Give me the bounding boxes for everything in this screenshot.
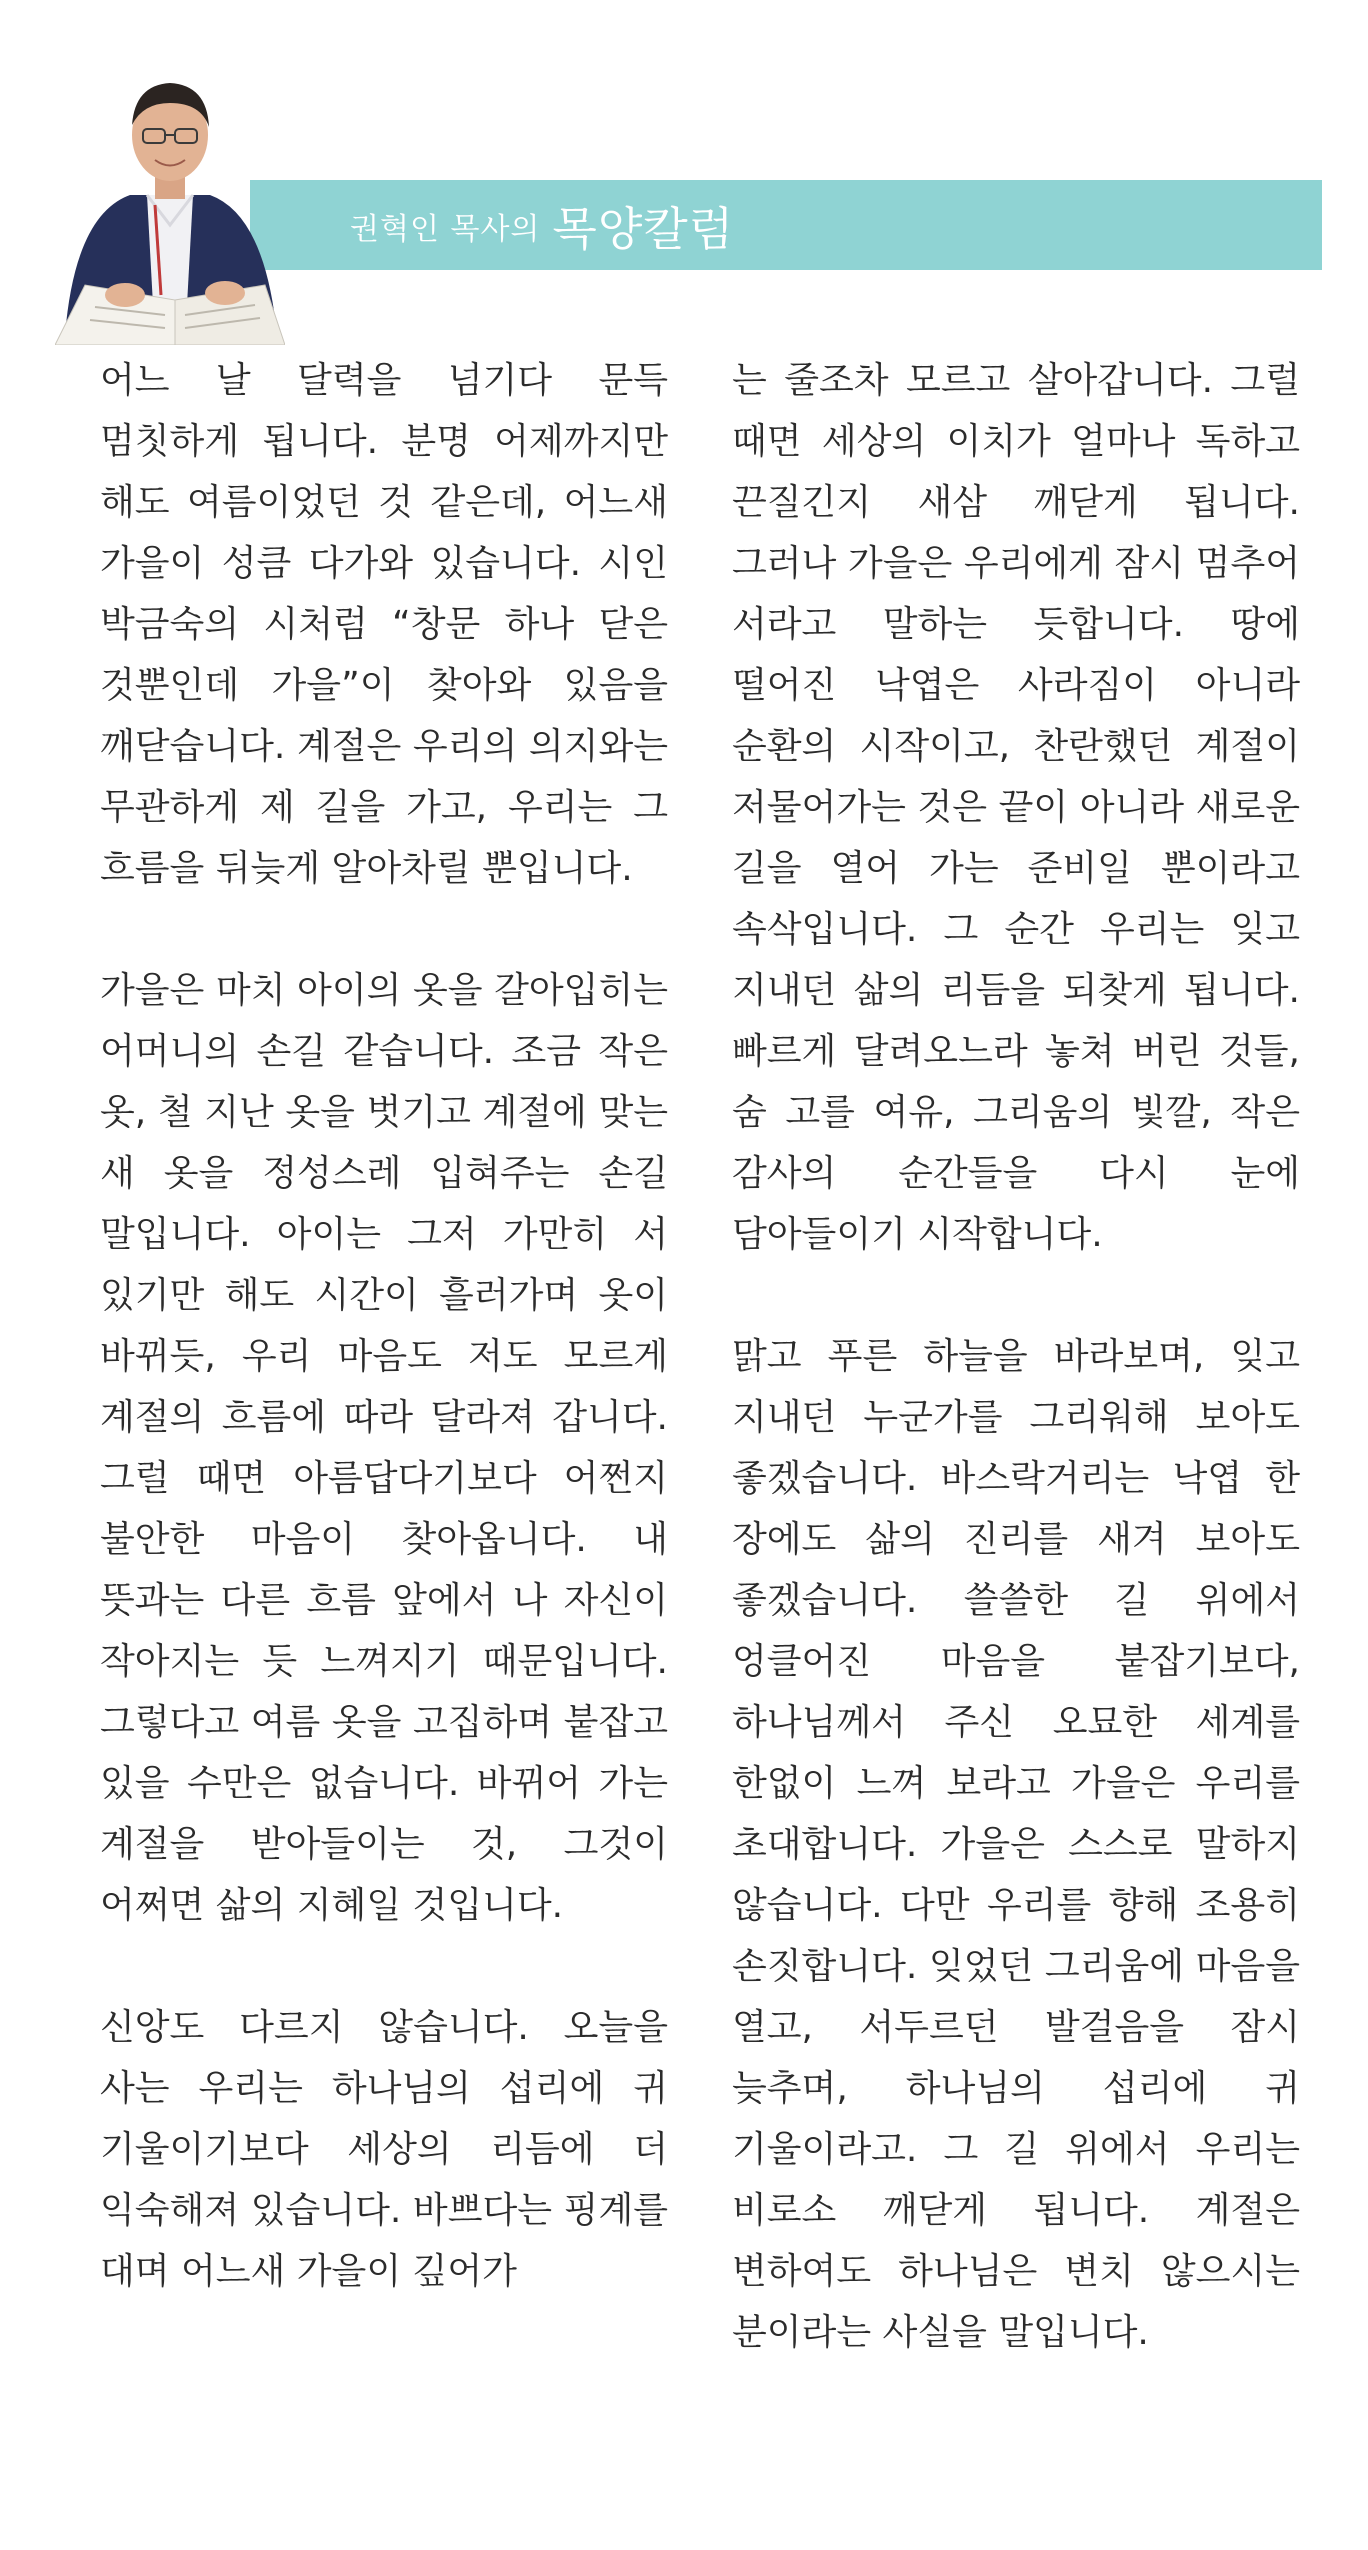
paragraph: 어느 날 달력을 넘기다 문득 멈칫하게 됩니다. 분명 어제까지만 해도 여름이었던 것 같은데, 어느새 가을이 성큼 다가와 있습니다. 시인 박금숙의 시처럼 “창문 하나 닫은 것뿐인데 가을”이 찾아와 있음을 깨닫습니다. 계절은 우리의 의지와는 무관하게 제 길을 가고, 우리는 그 흐름을 뒤늦게 알아차릴 뿐입니다. bbox=[100, 360, 668, 889]
author-portrait bbox=[55, 45, 285, 345]
paragraph: 는 줄조차 모르고 살아갑니다. 그럴 때면 세상의 이치가 얼마나 독하고 끈질긴지 새삼 깨닫게 됩니다. 그러나 가을은 우리에게 잠시 멈추어 서라고 말하는 듯합니다. 땅에 떨어진 낙엽은 사라짐이 아니라 순환의 시작이고, 찬란했던 계절이 저물어가는 것은 끝이 아니라 새로운 길을 열어 가는 준비일 뿐이라고 속삭입니다. 그 순간 우리는 잊고 지내던 삶의 리듬을 되찾게 됩니다. 빠르게 달려오느라 놓쳐 버린 것들, 숨 고를 여유, 그리움의 빛깔, 작은 감사의 순간들을 다시 눈에 담아들이기 시작합니다. bbox=[732, 360, 1300, 1255]
column-title-main: 목양칼럼 bbox=[552, 202, 735, 256]
column-title bbox=[350, 190, 734, 262]
paragraph: 신앙도 다르지 않습니다. 오늘을 사는 우리는 하나님의 섭리에 귀 기울이기보다 세상의 리듬에 더 익숙해져 있습니다. 바쁘다는 핑계를 대며 어느새 가을이 깊어가 bbox=[100, 2007, 668, 2292]
article-body bbox=[100, 350, 1300, 2363]
paragraph: 가을은 마치 아이의 옷을 갈아입히는 어머니의 손길 같습니다. 조금 작은 옷, 철 지난 옷을 벗기고 계절에 맞는 새 옷을 정성스레 입혀주는 손길 말입니다. 아이는 그저 가만히 서 있기만 해도 시간이 흘러가며 옷이 바뀌듯, 우리 마음도 저도 모르게 계절의 흐름에 따라 달라져 갑니다. 그럴 때면 아름답다기보다 어쩐지 불안한 마음이 찾아옵니다. 내 뜻과는 다른 흐름 앞에서 나 자신이 작아지는 듯 느껴지기 때문입니다. 그렇다고 여름 옷을 고집하며 붙잡고 있을 수만은 없습니다. 바뀌어 가는 계절을 받아들이는 것, 그것이 어쩌면 삶의 지혜일 것입니다. bbox=[100, 970, 668, 1926]
right-column bbox=[732, 350, 1300, 2363]
paragraph: 맑고 푸른 하늘을 바라보며, 잊고 지내던 누군가를 그리워해 보아도 좋겠습니다. 바스락거리는 낙엽 한 장에도 삶의 진리를 새겨 보아도 좋겠습니다. 쓸쓸한 길 위에서 엉클어진 마음을 붙잡기보다, 하나님께서 주신 오묘한 세계를 한없이 느껴 보라고 가을은 우리를 초대합니다. 가을은 스스로 말하지 않습니다. 다만 우리를 향해 조용히 손짓합니다. 잊었던 그리움에 마음을 열고, 서두르던 발걸음을 잠시 늦추며, 하나님의 섭리에 귀 기울이라고. 그 길 위에서 우리는 비로소 깨닫게 됩니다. 계절은 변하여도 하나님은 변치 않으시는 분이라는 사실을 말입니다. bbox=[732, 1336, 1300, 2353]
column-title-author: 권혁인 목사의 bbox=[350, 212, 541, 247]
left-column bbox=[100, 350, 668, 2363]
